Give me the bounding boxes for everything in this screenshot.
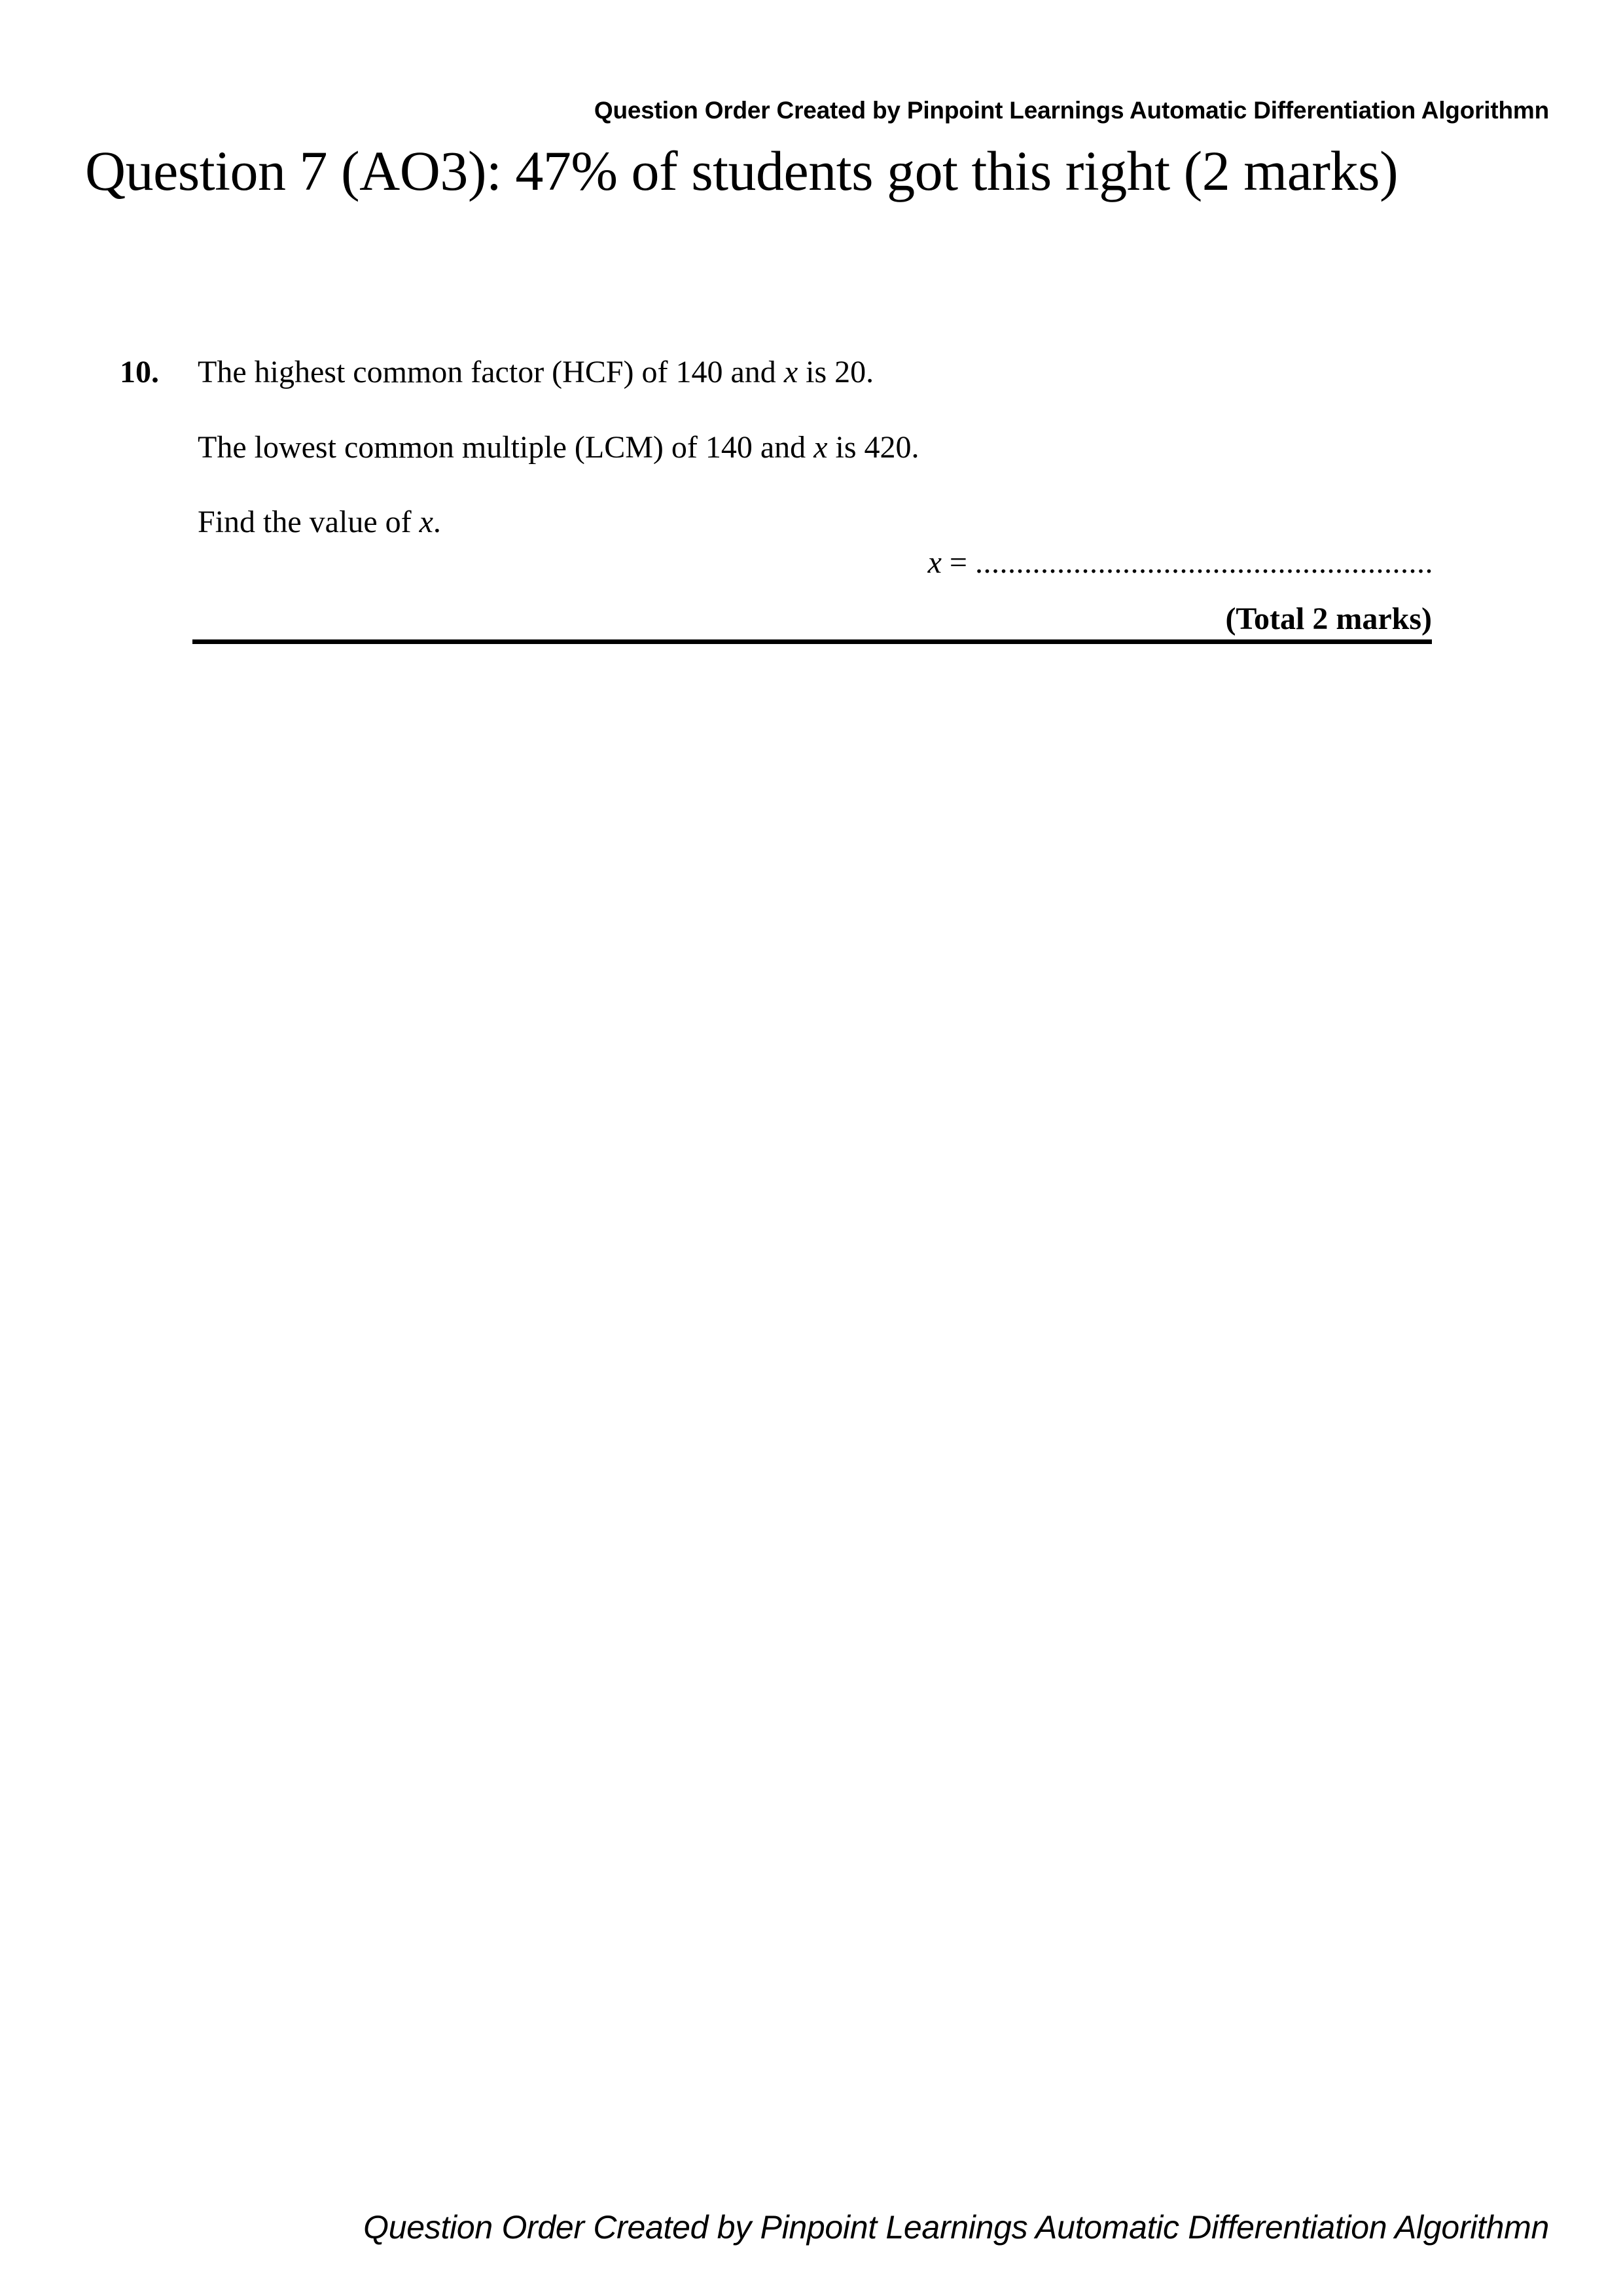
total-marks: (Total 2 marks) [1225,601,1432,636]
answer-equals: = [941,545,975,580]
question-text: The highest common factor (HCF) of 140 and [198,355,784,389]
question-text: Find the value of [198,505,419,539]
answer-variable: x [927,545,942,580]
variable-x: x [783,355,798,389]
question-text: The lowest common multiple (LCM) of 140 and [198,430,814,465]
question-text: . [433,505,441,539]
header-credit: Question Order Created by Pinpoint Learnings Automatic Differentiation Algorithmn [594,97,1549,124]
question-divider-rule [192,639,1432,644]
page-title: Question 7 (AO3): 47% of students got this right (2 marks) [85,139,1399,202]
question-text: is 420. [827,430,919,465]
question-text: is 20. [798,355,874,389]
variable-x: x [419,505,433,539]
question-number: 10. [120,355,159,389]
question-line-hcf [198,357,874,388]
answer-line [928,547,1433,579]
variable-x: x [813,430,828,465]
question-line-lcm [198,432,919,463]
question-line-find [198,507,441,538]
footer-credit: Question Order Created by Pinpoint Learnings Automatic Differentiation Algorithmn [363,2209,1549,2246]
answer-blank[interactable]: ........................................................ [975,545,1433,580]
